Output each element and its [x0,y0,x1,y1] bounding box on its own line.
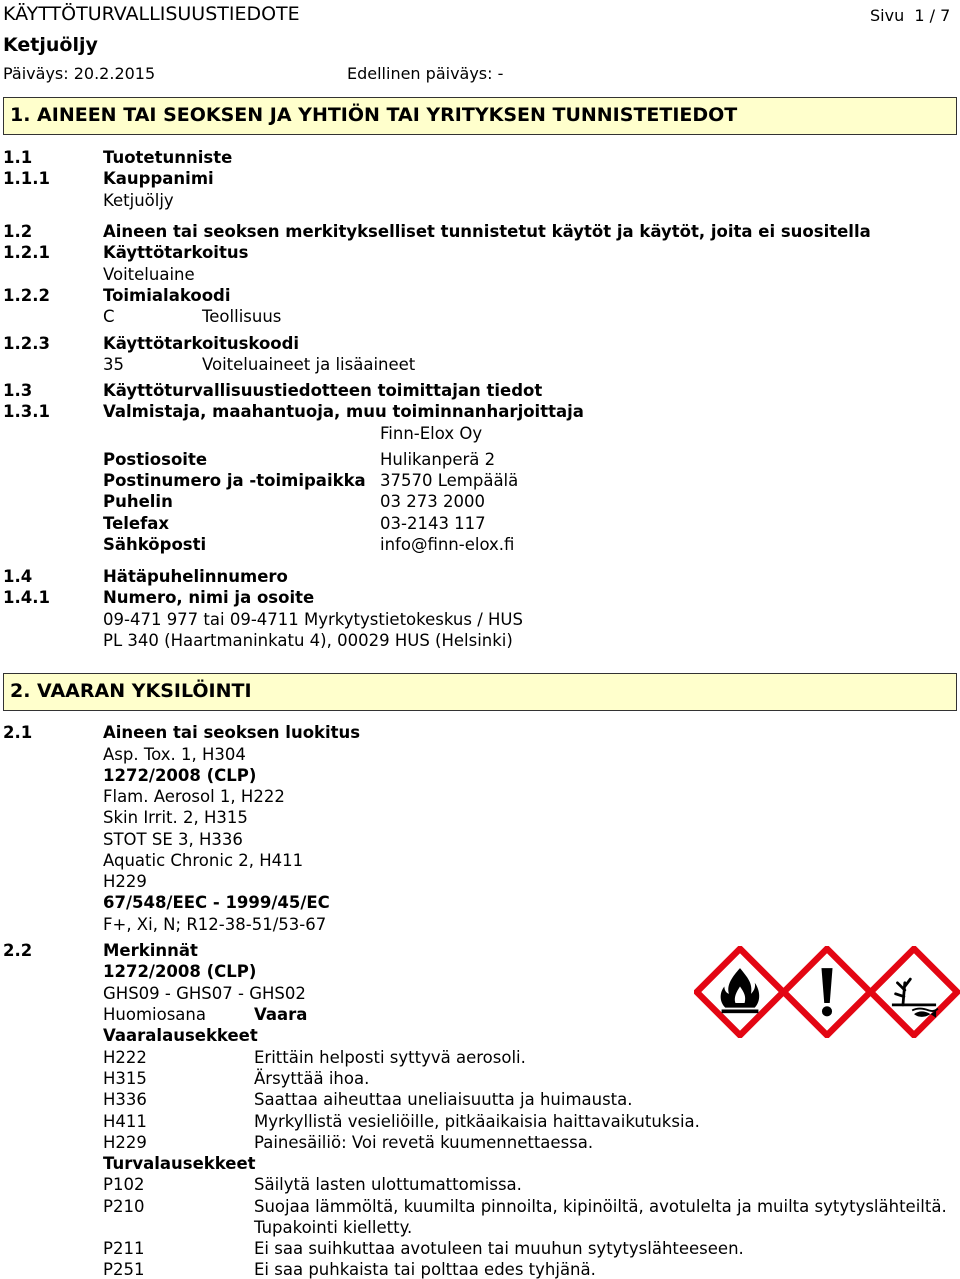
classification-line: Aquatic Chronic 2, H411 [103,851,304,870]
emergency-line-2: PL 340 (Haartmaninkatu 4), 00029 HUS (Helsinki) [103,631,513,650]
label-regulation: 1272/2008 (CLP) [103,962,257,981]
hazard-code: H229 [103,1133,147,1152]
hazard-code: H336 [103,1090,147,1109]
s1-2-title: Aineen tai seoksen merkitykselliset tunnistetut käytöt ja käytöt, joita ei suositella [103,222,871,241]
s1-2-3-title: Käyttötarkoituskoodi [103,334,300,353]
classification-line: 1272/2008 (CLP) [103,766,257,785]
issue-date: Päiväys: 20.2.2015 [3,64,156,83]
use-code: 35 [103,355,124,374]
hazard-text: Ärsyttää ihoa. [254,1069,370,1088]
s2-2-title: Merkinnät [103,941,198,960]
contact-label-phone: Puhelin [103,492,173,511]
precaution-code: P102 [103,1175,145,1194]
classification-line: 67/548/EEC - 1999/45/EC [103,893,330,912]
classification-line: Asp. Tox. 1, H304 [103,745,246,764]
s1-4-1-title: Numero, nimi ja osoite [103,588,315,607]
contact-label-email: Sähköposti [103,535,207,554]
classification-line: Skin Irrit. 2, H315 [103,808,248,827]
previous-date: Edellinen päiväys: - [347,64,504,83]
hazard-text: Saattaa aiheuttaa uneliaisuutta ja huimausta. [254,1090,633,1109]
document-title: KÄYTTÖTURVALLISUUSTIEDOTE [3,3,300,25]
page-current: 1 [914,6,925,25]
precaution-text: Ei saa suihkuttaa avotuleen tai muuhun sytytyslähteeseen. [254,1239,744,1258]
precautionary-statements-heading: Turvalausekkeet [103,1154,256,1173]
section-1-heading-box [3,97,957,135]
page-indicator [870,5,950,26]
precaution-text-continued: Tupakointi kielletty. [254,1218,413,1237]
contact-label-address: Postiosoite [103,450,208,469]
contact-label-fax: Telefax [103,514,170,533]
contact-value-email[interactable]: info@finn-elox.fi [380,535,515,554]
s1-1-1-number: 1.1.1 [3,169,50,188]
emergency-line-1: 09-471 977 tai 09-4711 Myrkytystietokeskus / HUS [103,610,523,629]
contact-value-fax: 03-2143 117 [380,514,486,533]
industry-code: C [103,307,115,326]
intended-use-value: Voiteluaine [103,265,195,284]
header-product-name: Ketjuöljy [3,34,98,56]
contact-value-postcode: 37570 Lempäälä [380,471,519,490]
s1-3-1-number: 1.3.1 [3,402,50,421]
hazard-text: Erittäin helposti syttyvä aerosoli. [254,1048,526,1067]
s1-2-1-title: Käyttötarkoitus [103,243,249,262]
company-name: Finn-Elox Oy [380,424,483,443]
section-2-heading-box [3,673,957,711]
precaution-code: P210 [103,1197,145,1216]
hazard-code: H411 [103,1112,147,1131]
s1-2-number: 1.2 [3,222,33,241]
hazard-text: Painesäiliö: Voi revetä kuumennettaessa. [254,1133,594,1152]
classification-line: H229 [103,872,147,891]
signal-word: Vaara [254,1005,308,1024]
precaution-code: P251 [103,1260,145,1279]
precaution-text: Säilytä lasten ulottumattomissa. [254,1175,522,1194]
s1-4-1-number: 1.4.1 [3,588,50,607]
page-label: Sivu [870,6,905,25]
signal-word-label: Huomiosana [103,1005,206,1024]
classification-line: F+, Xi, N; R12-38-51/53-67 [103,915,327,934]
precaution-text: Ei saa puhkaista tai polttaa edes tyhjänä. [254,1260,596,1279]
industry-value: Teollisuus [202,307,282,326]
hazard-statements-heading: Vaaralausekkeet [103,1026,258,1045]
s1-1-1-title: Kauppanimi [103,169,214,188]
s2-2-number: 2.2 [3,941,33,960]
contact-value-address: Hulikanperä 2 [380,450,496,469]
precaution-code: P211 [103,1239,145,1258]
contact-label-postcode: Postinumero ja -toimipaikka [103,471,366,490]
s1-2-3-number: 1.2.3 [3,334,50,353]
section-2-heading: 2. VAARAN YKSILÖINTI [10,680,252,702]
s1-3-title: Käyttöturvallisuustiedotteen toimittajan tiedot [103,381,543,400]
s1-4-title: Hätäpuhelinnumero [103,567,288,586]
s1-4-number: 1.4 [3,567,33,586]
pictogram-codes: GHS09 - GHS07 - GHS02 [103,984,306,1003]
flame-icon [694,946,786,1038]
classification-line: Flam. Aerosol 1, H222 [103,787,285,806]
page-separator: / [929,6,936,25]
s1-3-number: 1.3 [3,381,33,400]
s2-1-title: Aineen tai seoksen luokitus [103,723,361,742]
s1-2-2-title: Toimialakoodi [103,286,231,305]
precaution-text: Suojaa lämmöltä, kuumilta pinnoilta, kipinöiltä, avotulelta ja muilta sytytyslähteiltä. [254,1197,947,1216]
s1-3-1-title: Valmistaja, maahantuoja, muu toiminnanharjoittaja [103,402,584,421]
contact-value-phone: 03 273 2000 [380,492,485,511]
page-total: 7 [940,6,951,25]
trade-name-value: Ketjuöljy [103,191,174,210]
section-1-heading: 1. AINEEN TAI SEOKSEN JA YHTIÖN TAI YRITYKSEN TUNNISTETIEDOT [10,104,738,126]
s1-2-1-number: 1.2.1 [3,243,50,262]
use-code-value: Voiteluaineet ja lisäaineet [202,355,416,374]
classification-line: STOT SE 3, H336 [103,830,243,849]
s1-2-2-number: 1.2.2 [3,286,50,305]
hazard-text: Myrkyllistä vesieliöille, pitkäaikaisia haittavaikutuksia. [254,1112,700,1131]
exclamation-icon [781,946,873,1038]
hazard-code: H315 [103,1069,147,1088]
s1-1-number: 1.1 [3,148,33,167]
s2-1-number: 2.1 [3,723,33,742]
hazard-code: H222 [103,1048,147,1067]
environment-icon [868,946,960,1038]
s1-1-title: Tuotetunniste [103,148,233,167]
